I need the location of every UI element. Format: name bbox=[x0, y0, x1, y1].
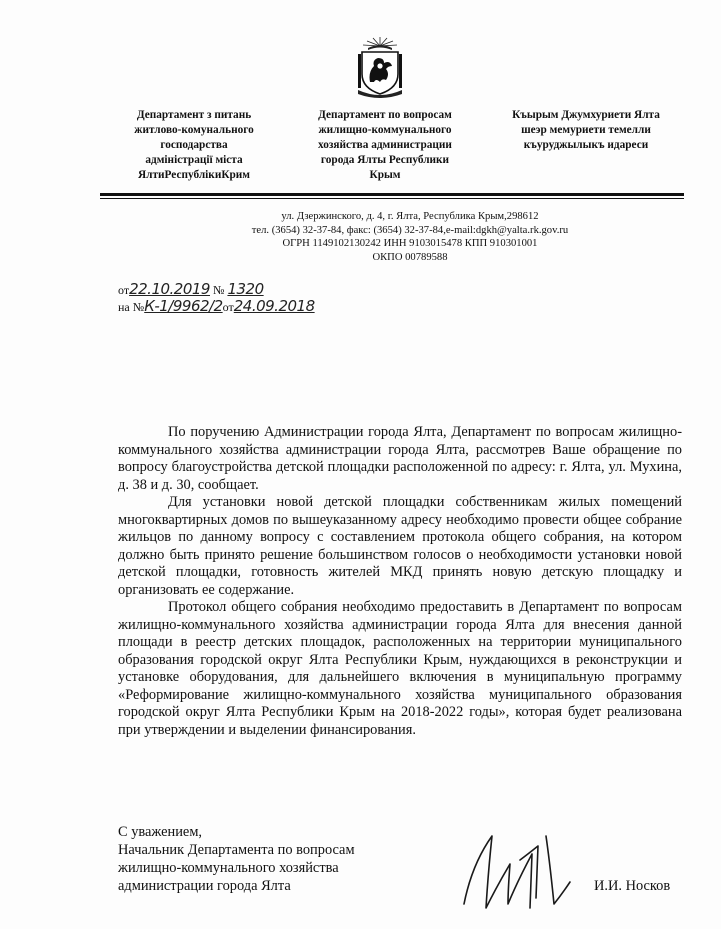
letterhead-divider bbox=[100, 193, 684, 196]
from-label: от bbox=[118, 283, 130, 297]
okpo-line: ОКПО 00789588 bbox=[372, 251, 448, 263]
incoming-reference bbox=[118, 297, 315, 315]
outgoing-reference bbox=[118, 280, 264, 298]
letterhead-line: Департамент з питань bbox=[136, 109, 252, 121]
contact-block bbox=[200, 210, 620, 264]
letterhead-line: Крым bbox=[369, 169, 401, 181]
letterhead-line: господарства bbox=[160, 139, 228, 151]
letterhead-line: къуруджылыкъ идареси bbox=[523, 139, 649, 151]
signer-name: И.И. Носков bbox=[594, 878, 671, 894]
closing: С уважением, bbox=[118, 824, 203, 840]
letterhead-divider-thin bbox=[100, 198, 684, 199]
crimea-coat-of-arms-icon bbox=[354, 36, 406, 100]
reply-label: на № bbox=[118, 300, 145, 314]
number-label: № bbox=[212, 283, 225, 297]
reply-number: К-1/9962/2 bbox=[144, 297, 223, 315]
reply-date: 24.09.2018 bbox=[233, 297, 315, 315]
letterhead-russian bbox=[292, 108, 478, 183]
phone-email-line: тел. (3654) 32-37-84, факс: (3654) 32-37-84,e-mail:dgkh@yalta.rk.gov.ru bbox=[251, 224, 569, 236]
letter-date: 22.10.2019 bbox=[129, 280, 210, 298]
letterhead-line: адміністрації міста bbox=[145, 154, 243, 166]
handwritten-signature bbox=[458, 824, 580, 920]
letterhead-line: шеэр мемуриети темелли bbox=[521, 124, 651, 136]
letter-body bbox=[118, 424, 682, 739]
letterhead-line: хозяйства администрации bbox=[318, 139, 452, 151]
body-paragraph: По поручению Администрации города Ялта, Департамент по вопросам жилищно-коммунального хозяйства администрации города Ялта, рассмотрев Ваше обращение по вопросу благоустройства детской площадки расположенной по адресу: г. Ялта, ул. Мухина, д. 38 и д. 30, сообщает. bbox=[118, 424, 682, 493]
address-line: ул. Дзержинского, д. 4, г. Ялта, Республика Крым,298612 bbox=[281, 211, 539, 222]
letterhead-crimean-tatar bbox=[490, 108, 682, 153]
body-paragraph: Протокол общего собрания необходимо предоставить в Департамент по вопросам жилищно-коммунального хозяйства администрации города Ялта для внесения данной площади в реестр детских площадок, расположенных на территории муниципального образования городской округ Ялта Республики Крым, нуждающихся в реконструкции и установке оборудования, для дальнейшего включения в муниципальную программу «Реформирование жилищно-коммунального хозяйства муниципального образования городской округ Ялта Республики Крым на 2018-2022 годы», которая будет реализована при утверждении и выделении финансирования. bbox=[118, 599, 682, 738]
signer-title: жилищно-коммунального хозяйства bbox=[118, 860, 339, 876]
letterhead-line: ЯлтиРеспублікиКрим bbox=[137, 169, 251, 181]
registration-codes-line: ОГРН 1149102130242 ИНН 9103015478 КПП 910301001 bbox=[282, 238, 538, 249]
letterhead-line: Департамент по вопросам bbox=[318, 109, 452, 121]
letter-number: 1320 bbox=[227, 280, 264, 298]
signer-title: Начальник Департамента по вопросам bbox=[118, 842, 355, 858]
letterhead-line: Къырым Джумхуриети Ялта bbox=[512, 109, 660, 121]
body-paragraph: Для установки новой детской площадки собственникам жилых помещений многоквартирных домов по вышеуказанному адресу необходимо провести общее собрание жильцов по данному вопросу с составлением протокола общего собрания, на котором должно быть принято решение большинством голосов о необходимости установки новой детской площадки, готовность жителей МКД принять новую детскую площадку и организовать ее содержание. bbox=[118, 494, 682, 598]
signer-title: администрации города Ялта bbox=[118, 878, 291, 894]
signature-block bbox=[118, 823, 355, 895]
reply-from-label: от bbox=[222, 300, 234, 314]
letterhead-ukrainian bbox=[108, 108, 280, 183]
letterhead-line: города Ялты Республики bbox=[320, 154, 450, 166]
letterhead-line: житлово-комунального bbox=[134, 124, 254, 136]
letterhead-line: жилищно-коммунального bbox=[318, 124, 452, 136]
